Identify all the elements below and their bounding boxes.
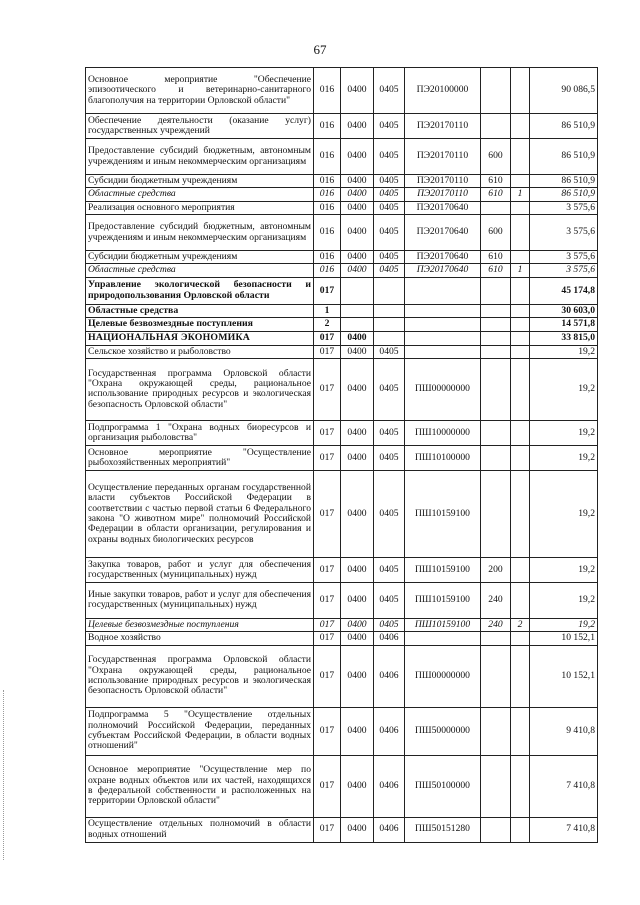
- expense-type-cell: [481, 755, 511, 817]
- row-name-cell: Предоставление субсидий бюджетным, автономным учреждениям и иным некоммерческим организациям: [86, 215, 314, 251]
- subsection-code-cell: 0405: [374, 264, 405, 277]
- target-article-cell: ПЭ20170640: [405, 251, 481, 264]
- expense-type-cell: 610: [481, 175, 511, 188]
- funding-source-cell: [511, 707, 530, 755]
- target-article-cell: [405, 331, 481, 345]
- amount-cell: 86 510,9: [530, 139, 598, 175]
- funding-source-cell: [511, 331, 530, 345]
- section-code-cell: 0400: [341, 645, 374, 707]
- section-code-cell: 0400: [341, 557, 374, 582]
- row-name-cell: Основное мероприятие "Осуществление рыбохозяйственных мероприятий": [86, 445, 314, 470]
- grbs-code-cell: 016: [314, 201, 341, 214]
- target-article-cell: ПЭ20170110: [405, 114, 481, 139]
- target-article-cell: ПЭ20170110: [405, 188, 481, 201]
- expense-type-cell: 600: [481, 139, 511, 175]
- row-name-cell: Водное хозяйство: [86, 632, 314, 645]
- row-name-cell: Предоставление субсидий бюджетным, автономным учреждениям и иным некоммерческим организациям: [86, 139, 314, 175]
- section-code-cell: 0400: [341, 707, 374, 755]
- expense-type-cell: [481, 114, 511, 139]
- table-row: [86, 445, 598, 470]
- section-code-cell: 0400: [341, 201, 374, 214]
- target-article-cell: [405, 318, 481, 332]
- expense-type-cell: 240: [481, 582, 511, 618]
- row-name-cell: Областные средства: [86, 188, 314, 201]
- section-code-cell: 0400: [341, 755, 374, 817]
- grbs-code-cell: 017: [314, 755, 341, 817]
- funding-source-cell: [511, 318, 530, 332]
- subsection-code-cell: 0405: [374, 68, 405, 114]
- row-name-cell: Реализация основного мероприятия: [86, 201, 314, 214]
- subsection-code-cell: 0405: [374, 114, 405, 139]
- target-article-cell: ПШ10159100: [405, 618, 481, 631]
- subsection-code-cell: 0405: [374, 188, 405, 201]
- grbs-code-cell: 017: [314, 445, 341, 470]
- subsection-code-cell: [374, 318, 405, 332]
- target-article-cell: [405, 345, 481, 358]
- table-row: [86, 420, 598, 445]
- target-article-cell: ПШ10159100: [405, 470, 481, 557]
- subsection-code-cell: [374, 304, 405, 318]
- expense-type-cell: [481, 707, 511, 755]
- amount-cell: 45 174,8: [530, 277, 598, 304]
- grbs-code-cell: 017: [314, 645, 341, 707]
- section-code-cell: 0400: [341, 345, 374, 358]
- table-row: [86, 358, 598, 420]
- target-article-cell: ПЭ20170110: [405, 139, 481, 175]
- subsection-code-cell: 0405: [374, 345, 405, 358]
- table-row: [86, 707, 598, 755]
- subsection-code-cell: 0406: [374, 632, 405, 645]
- table-row: [86, 114, 598, 139]
- grbs-code-cell: 016: [314, 264, 341, 277]
- amount-cell: 19,2: [530, 582, 598, 618]
- funding-source-cell: [511, 139, 530, 175]
- grbs-code-cell: 017: [314, 277, 341, 304]
- subsection-code-cell: 0405: [374, 215, 405, 251]
- row-name-cell: Областные средства: [86, 304, 314, 318]
- table-row: [86, 304, 598, 318]
- table-row: [86, 277, 598, 304]
- table-row: [86, 201, 598, 214]
- grbs-code-cell: 017: [314, 707, 341, 755]
- funding-source-cell: [511, 445, 530, 470]
- row-name-cell: Осуществление переданных органам государственной власти субъектов Российской Федерации в соответствии с частью первой статьи 6 Федерального закона "О животном мире" полномочий Российской Федерации в области организации, регулирования и охраны водных биологических ресурсов: [86, 470, 314, 557]
- section-code-cell: 0400: [341, 215, 374, 251]
- amount-cell: 86 510,9: [530, 175, 598, 188]
- subsection-code-cell: 0405: [374, 251, 405, 264]
- subsection-code-cell: 0405: [374, 139, 405, 175]
- funding-source-cell: [511, 201, 530, 214]
- row-name-cell: Подпрограмма 5 "Осуществление отдельных полномочий Российской Федерации, переданных субъектам Российской Федерации, в области водных отношений": [86, 707, 314, 755]
- amount-cell: 30 603,0: [530, 304, 598, 318]
- target-article-cell: ПЭ20170640: [405, 264, 481, 277]
- amount-cell: 14 571,8: [530, 318, 598, 332]
- target-article-cell: ПШ50000000: [405, 707, 481, 755]
- table-row: [86, 470, 598, 557]
- subsection-code-cell: 0405: [374, 557, 405, 582]
- section-code-cell: 0400: [341, 188, 374, 201]
- subsection-code-cell: 0405: [374, 358, 405, 420]
- grbs-code-cell: 2: [314, 318, 341, 332]
- grbs-code-cell: 017: [314, 618, 341, 631]
- funding-source-cell: [511, 645, 530, 707]
- row-name-cell: Целевые безвозмездные поступления: [86, 318, 314, 332]
- amount-cell: 19,2: [530, 420, 598, 445]
- row-name-cell: Обеспечение деятельности (оказание услуг) государственных учреждений: [86, 114, 314, 139]
- expense-type-cell: 600: [481, 215, 511, 251]
- amount-cell: 19,2: [530, 618, 598, 631]
- section-code-cell: 0400: [341, 139, 374, 175]
- grbs-code-cell: 016: [314, 215, 341, 251]
- target-article-cell: ПШ00000000: [405, 358, 481, 420]
- grbs-code-cell: 016: [314, 114, 341, 139]
- grbs-code-cell: 016: [314, 68, 341, 114]
- page-number: 67: [313, 42, 327, 57]
- amount-cell: 10 152,1: [530, 632, 598, 645]
- section-code-cell: 0400: [341, 175, 374, 188]
- amount-cell: 19,2: [530, 470, 598, 557]
- grbs-code-cell: 016: [314, 139, 341, 175]
- amount-cell: 10 152,1: [530, 645, 598, 707]
- subsection-code-cell: 0406: [374, 707, 405, 755]
- expense-type-cell: [481, 817, 511, 842]
- amount-cell: 19,2: [530, 445, 598, 470]
- table-row: [86, 215, 598, 251]
- table-row: [86, 632, 598, 645]
- target-article-cell: ПШ10100000: [405, 445, 481, 470]
- row-name-cell: Субсидии бюджетным учреждениям: [86, 175, 314, 188]
- funding-source-cell: [511, 68, 530, 114]
- table-row: [86, 139, 598, 175]
- target-article-cell: ПШ50151280: [405, 817, 481, 842]
- section-code-cell: 0400: [341, 470, 374, 557]
- amount-cell: 3 575,6: [530, 251, 598, 264]
- subsection-code-cell: 0405: [374, 175, 405, 188]
- expense-type-cell: 610: [481, 251, 511, 264]
- grbs-code-cell: 017: [314, 817, 341, 842]
- table-row: [86, 68, 598, 114]
- subsection-code-cell: 0405: [374, 470, 405, 557]
- funding-source-cell: [511, 582, 530, 618]
- target-article-cell: ПШ00000000: [405, 645, 481, 707]
- subsection-code-cell: 0405: [374, 582, 405, 618]
- expense-type-cell: [481, 345, 511, 358]
- expense-type-cell: [481, 201, 511, 214]
- expense-type-cell: [481, 645, 511, 707]
- table-row: [86, 251, 598, 264]
- amount-cell: 19,2: [530, 345, 598, 358]
- table-row: [86, 345, 598, 358]
- table-row: [86, 264, 598, 277]
- target-article-cell: ПЭ20100000: [405, 68, 481, 114]
- subsection-code-cell: 0406: [374, 817, 405, 842]
- expense-type-cell: [481, 318, 511, 332]
- grbs-code-cell: 017: [314, 582, 341, 618]
- row-name-cell: Иные закупки товаров, работ и услуг для обеспечения государственных (муниципальных) нужд: [86, 582, 314, 618]
- table-row: [86, 188, 598, 201]
- row-name-cell: Основное мероприятие "Осуществление мер по охране водных объектов или их частей, находящихся в федеральной собственности и расположенных на территории Орловской области": [86, 755, 314, 817]
- grbs-code-cell: 017: [314, 358, 341, 420]
- grbs-code-cell: 017: [314, 420, 341, 445]
- amount-cell: 90 086,5: [530, 68, 598, 114]
- table-row: [86, 645, 598, 707]
- amount-cell: 7 410,8: [530, 817, 598, 842]
- target-article-cell: [405, 304, 481, 318]
- table-row: [86, 175, 598, 188]
- amount-cell: 86 510,9: [530, 114, 598, 139]
- subsection-code-cell: 0406: [374, 645, 405, 707]
- section-code-cell: 0400: [341, 68, 374, 114]
- grbs-code-cell: 017: [314, 557, 341, 582]
- section-code-cell: 0400: [341, 358, 374, 420]
- funding-source-cell: [511, 304, 530, 318]
- scan-margin-marks: [3, 690, 6, 860]
- row-name-cell: Субсидии бюджетным учреждениям: [86, 251, 314, 264]
- table-row: [86, 618, 598, 631]
- funding-source-cell: [511, 817, 530, 842]
- amount-cell: 19,2: [530, 557, 598, 582]
- row-name-cell: НАЦИОНАЛЬНАЯ ЭКОНОМИКА: [86, 331, 314, 345]
- budget-table: [85, 67, 598, 843]
- funding-source-cell: [511, 251, 530, 264]
- grbs-code-cell: 017: [314, 331, 341, 345]
- amount-cell: 7 410,8: [530, 755, 598, 817]
- amount-cell: 9 410,8: [530, 707, 598, 755]
- expense-type-cell: 610: [481, 188, 511, 201]
- section-code-cell: 0400: [341, 264, 374, 277]
- row-name-cell: Областные средства: [86, 264, 314, 277]
- table-row: [86, 817, 598, 842]
- funding-source-cell: [511, 114, 530, 139]
- subsection-code-cell: 0406: [374, 755, 405, 817]
- expense-type-cell: [481, 445, 511, 470]
- funding-source-cell: [511, 215, 530, 251]
- section-code-cell: 0400: [341, 582, 374, 618]
- amount-cell: 86 510,9: [530, 188, 598, 201]
- target-article-cell: ПШ50100000: [405, 755, 481, 817]
- funding-source-cell: [511, 345, 530, 358]
- subsection-code-cell: 0405: [374, 420, 405, 445]
- funding-source-cell: 1: [511, 264, 530, 277]
- amount-cell: 3 575,6: [530, 264, 598, 277]
- subsection-code-cell: 0405: [374, 618, 405, 631]
- expense-type-cell: 240: [481, 618, 511, 631]
- target-article-cell: ПЭ20170110: [405, 175, 481, 188]
- section-code-cell: [341, 304, 374, 318]
- table-row: [86, 318, 598, 332]
- grbs-code-cell: 1: [314, 304, 341, 318]
- amount-cell: 3 575,6: [530, 215, 598, 251]
- expense-type-cell: 610: [481, 264, 511, 277]
- grbs-code-cell: 017: [314, 470, 341, 557]
- section-code-cell: [341, 277, 374, 304]
- section-code-cell: 0400: [341, 331, 374, 345]
- expense-type-cell: [481, 277, 511, 304]
- funding-source-cell: 1: [511, 188, 530, 201]
- subsection-code-cell: [374, 277, 405, 304]
- funding-source-cell: 2: [511, 618, 530, 631]
- funding-source-cell: [511, 557, 530, 582]
- row-name-cell: Подпрограмма 1 "Охрана водных биоресурсов и организация рыболовства": [86, 420, 314, 445]
- table-row: [86, 582, 598, 618]
- grbs-code-cell: 017: [314, 345, 341, 358]
- target-article-cell: ПШ10159100: [405, 582, 481, 618]
- expense-type-cell: [481, 632, 511, 645]
- row-name-cell: Осуществление отдельных полномочий в области водных отношений: [86, 817, 314, 842]
- row-name-cell: Сельское хозяйство и рыболовство: [86, 345, 314, 358]
- funding-source-cell: [511, 632, 530, 645]
- funding-source-cell: [511, 175, 530, 188]
- section-code-cell: 0400: [341, 445, 374, 470]
- target-article-cell: [405, 277, 481, 304]
- expense-type-cell: [481, 68, 511, 114]
- subsection-code-cell: 0405: [374, 201, 405, 214]
- table-row: [86, 557, 598, 582]
- funding-source-cell: [511, 420, 530, 445]
- grbs-code-cell: 017: [314, 632, 341, 645]
- expense-type-cell: [481, 331, 511, 345]
- row-name-cell: Целевые безвозмездные поступления: [86, 618, 314, 631]
- subsection-code-cell: 0405: [374, 445, 405, 470]
- row-name-cell: Управление экологической безопасности и природопользования Орловской области: [86, 277, 314, 304]
- section-code-cell: 0400: [341, 817, 374, 842]
- table-row: [86, 331, 598, 345]
- row-name-cell: Закупка товаров, работ и услуг для обеспечения государственных (муниципальных) нужд: [86, 557, 314, 582]
- funding-source-cell: [511, 755, 530, 817]
- grbs-code-cell: 016: [314, 251, 341, 264]
- target-article-cell: ПЭ20170640: [405, 201, 481, 214]
- section-code-cell: 0400: [341, 632, 374, 645]
- expense-type-cell: [481, 420, 511, 445]
- funding-source-cell: [511, 470, 530, 557]
- target-article-cell: ПШ10000000: [405, 420, 481, 445]
- expense-type-cell: [481, 304, 511, 318]
- amount-cell: 33 815,0: [530, 331, 598, 345]
- row-name-cell: Государственная программа Орловской области "Охрана окружающей среды, рациональное использование природных ресурсов и экологическая безопасность Орловской области": [86, 645, 314, 707]
- expense-type-cell: [481, 358, 511, 420]
- grbs-code-cell: 016: [314, 188, 341, 201]
- row-name-cell: Государственная программа Орловской области "Охрана окружающей среды, рациональное использование природных ресурсов и экологическая безопасность Орловской области": [86, 358, 314, 420]
- expense-type-cell: [481, 470, 511, 557]
- expense-type-cell: 200: [481, 557, 511, 582]
- table-row: [86, 755, 598, 817]
- amount-cell: 19,2: [530, 358, 598, 420]
- amount-cell: 3 575,6: [530, 201, 598, 214]
- subsection-code-cell: [374, 331, 405, 345]
- section-code-cell: 0400: [341, 114, 374, 139]
- row-name-cell: Основное мероприятие "Обеспечение эпизоотического и ветеринарно-санитарного благополучия на территории Орловской области": [86, 68, 314, 114]
- target-article-cell: [405, 632, 481, 645]
- target-article-cell: ПЭ20170640: [405, 215, 481, 251]
- section-code-cell: 0400: [341, 618, 374, 631]
- target-article-cell: ПШ10159100: [405, 557, 481, 582]
- funding-source-cell: [511, 277, 530, 304]
- section-code-cell: 0400: [341, 420, 374, 445]
- section-code-cell: 0400: [341, 251, 374, 264]
- grbs-code-cell: 016: [314, 175, 341, 188]
- funding-source-cell: [511, 358, 530, 420]
- section-code-cell: [341, 318, 374, 332]
